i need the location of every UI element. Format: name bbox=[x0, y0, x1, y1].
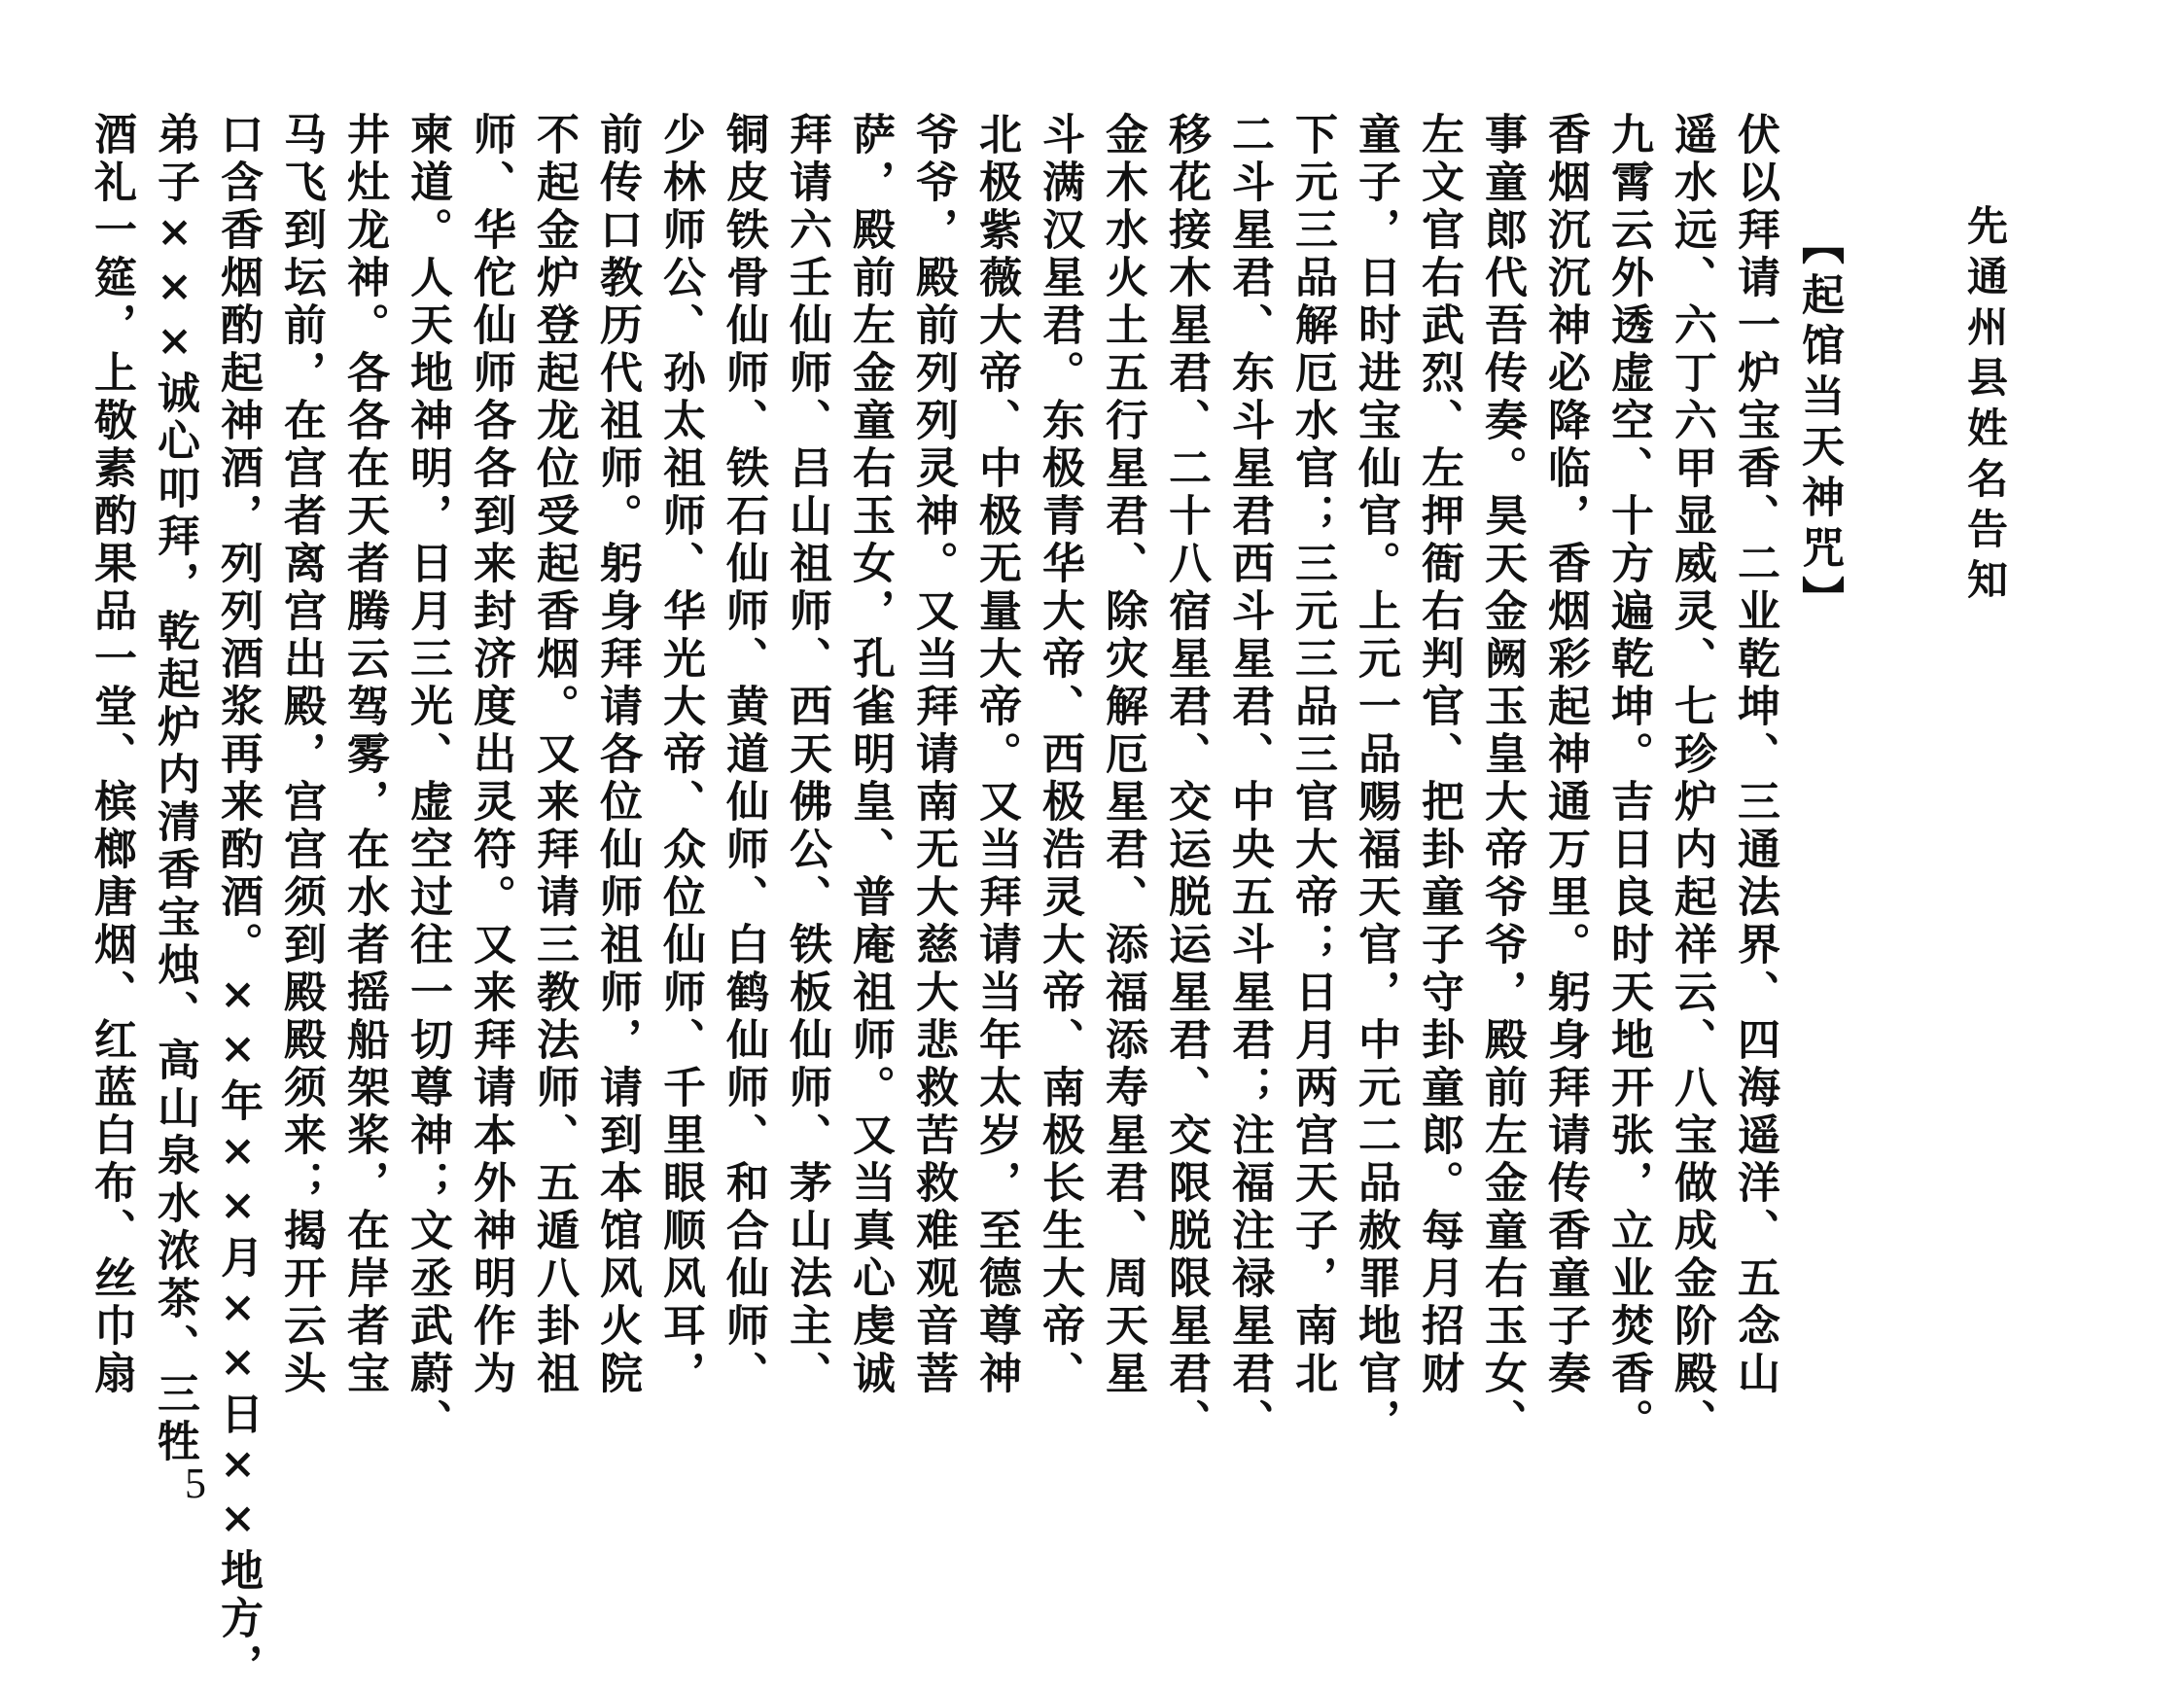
text-column: 铜皮铁骨仙师、铁石仙师、黄道仙师、白鹤仙师、和合仙师、 bbox=[719, 112, 768, 1398]
text-column: 事童郎代吾传奏。昊天金阙玉皇大帝爷爷，殿前左金童右玉女、 bbox=[1477, 112, 1527, 1446]
text-column: 香烟沉沉神必降临，香烟彩起神通万里。躬身拜请传香童子奏 bbox=[1540, 112, 1590, 1398]
text-column: 北极紫薇大帝、中极无量大帝。又当拜请当年太岁，至德尊神 bbox=[971, 112, 1021, 1398]
text-column: 下元三品解厄水官；三元三品三官大帝；日月两宫天子，南北 bbox=[1287, 112, 1337, 1398]
text-column: 井灶龙神。各各在天者腾云驾雾，在水者摇船架桨，在岸者宝 bbox=[339, 112, 389, 1398]
text-column: 移花接木星君、二十八宿星君、交运脱运星君、交限脱限星君、 bbox=[1161, 112, 1211, 1446]
text-column: 斗满汉星君。东极青华大帝、西极浩灵大帝、南极长生大帝、 bbox=[1035, 112, 1084, 1398]
text-column: 童子，日时进宝仙官。上元一品赐福天官，中元二品赦罪地官， bbox=[1351, 112, 1400, 1446]
text-column: 萨，殿前左金童右玉女，孔雀明皇、普庵祖师。又当真心虔诚 bbox=[845, 112, 895, 1398]
text-column: 弟子×××诚心叩拜，乾起炉内清香宝烛、高山泉水浓茶、三牲 bbox=[150, 112, 199, 1466]
page-number: 5 bbox=[185, 1460, 206, 1507]
text-column: 左文官右武烈、左押衙右判官、把卦童子守卦童郎。每月招财 bbox=[1414, 112, 1463, 1398]
text-column: 二斗星君、东斗星君西斗星君、中央五斗星君；注福注禄星君、 bbox=[1224, 112, 1274, 1446]
text-column: 马飞到坛前，在宫者离宫出殿，宫宫须到殿殿须来；揭开云头 bbox=[276, 112, 326, 1398]
text-column: 酒礼一筵，上敬素酌果品一堂、槟榔唐烟、红蓝白布、丝巾扇 bbox=[87, 112, 136, 1398]
text-column: 前传口教历代祖师。躬身拜请各位仙师祖师，请到本馆风火院 bbox=[592, 112, 642, 1398]
text-column: 不起金炉登起龙位受起香烟。又来拜请三教法师、五遁八卦祖 bbox=[529, 112, 579, 1398]
text-column: 伏以拜请一炉宝香、二业乾坤、三通法界、四海遥洋、五念山 bbox=[1730, 112, 1779, 1398]
text-column: 九霄云外透虚空、十方遍乾坤。吉日良时天地开张，立业焚香。 bbox=[1603, 112, 1653, 1446]
text-column: 爷爷，殿前列列灵神。又当拜请南无大慈大悲救苦救难观音菩 bbox=[908, 112, 958, 1398]
section-title: 【起馆当天神咒】 bbox=[1794, 222, 1844, 626]
page-header: 先通州县姓名告知 bbox=[1961, 204, 2009, 609]
text-column: 少林师公、孙太祖师、华光大帝、众位仙师、千里眼顺风耳， bbox=[655, 112, 705, 1398]
text-column: 柬道。人天地神明，日月三光、虚空过往一切尊神；文丞武蔚、 bbox=[403, 112, 452, 1446]
text-column: 遥水远、六丁六甲显威灵、七珍炉内起祥云、八宝做成金阶殿、 bbox=[1667, 112, 1716, 1446]
text-column: 拜请六壬仙师、吕山祖师、西天佛公、铁板仙师、茅山法主、 bbox=[782, 112, 831, 1398]
text-column: 口含香烟酌起神酒，列列酒浆再来酌酒。××年××月××日××地方， bbox=[213, 112, 263, 1691]
text-column: 师、华佗仙师各各到来封济度出灵符。又来拜请本外神明作为 bbox=[466, 112, 515, 1398]
text-column: 金木水火土五行星君、除灾解厄星君、添福添寿星君、周天星 bbox=[1098, 112, 1147, 1398]
